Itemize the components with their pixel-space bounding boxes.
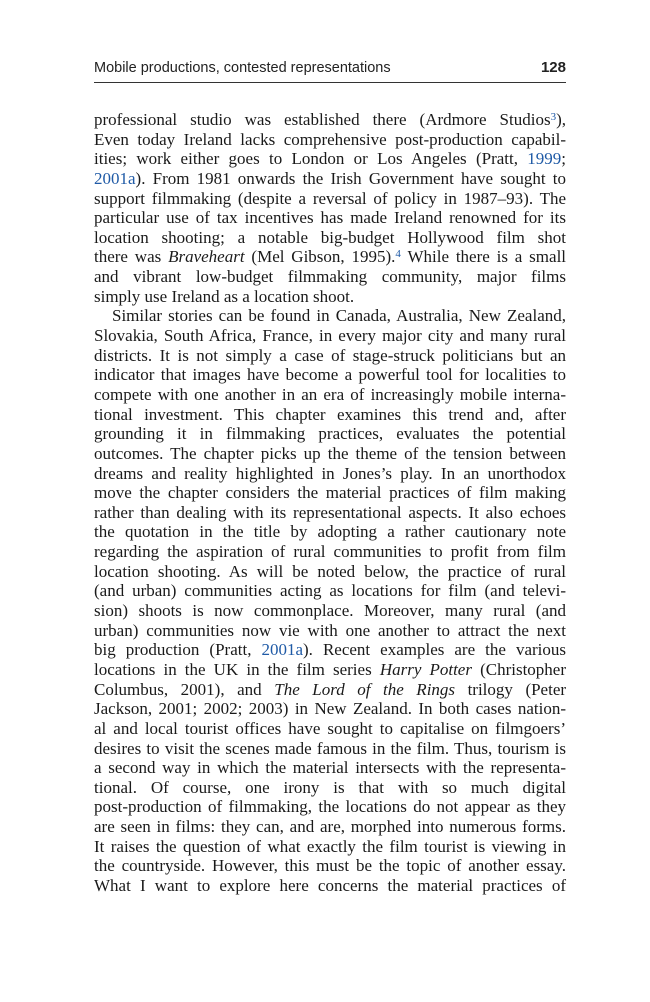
text-line: particular use of tax incentives has made Ireland renowned for its — [94, 208, 566, 228]
text-line: a second way in which the material intersects with the representa- — [94, 758, 566, 778]
text-line: grounding it in filmmaking practices, evaluates the potential — [94, 424, 566, 444]
text-line: districts. It is not simply a case of stage-struck politicians but an — [94, 345, 566, 365]
running-title: Mobile productions, contested representations — [94, 60, 391, 76]
text-line: What I want to explore here concerns the material practices of — [94, 875, 566, 895]
text-line: locations in the UK in the film series Harry Potter (Christopher — [94, 659, 567, 679]
text-line: big production (Pratt, 2001a). Recent examples are the various — [94, 640, 566, 660]
film-title-lord-of-the-rings: The Lord of the Rings — [274, 679, 456, 699]
text-line: move the chapter considers the material practices of film making — [94, 483, 566, 503]
text-line: the countryside. However, this must be the topic of another essay. — [94, 856, 566, 876]
text-line: the quotation in the title by adopting a rather cautionary note — [94, 522, 566, 542]
text-line: there was Braveheart (Mel Gibson, 1995).$^4$ While there is a small — [94, 247, 567, 267]
text-line: simply use Ireland as a location shoot. — [94, 286, 355, 306]
text-line: location shooting; a notable big-budget Hollywood film shot — [94, 227, 566, 247]
text-line: professional studio was established there (Ardmore Studios$^3$), — [94, 110, 566, 129]
film-title-braveheart: Braveheart — [168, 247, 245, 267]
text-line: are seen in films: they can, and are, morphed into numerous forms. — [94, 817, 566, 837]
citation-link-pratt-2001a-second[interactable]: 2001a — [261, 640, 304, 660]
text-line: indicator that images have become a powerful tool for localities to — [94, 365, 566, 385]
text-line: rather than dealing with its representational aspects. It also echoes — [94, 502, 566, 522]
text-line: al and local tourist offices have sought to capitalise on filmgoers’ — [94, 718, 566, 738]
text-line: and vibrant low-budget filmmaking community, major films — [94, 267, 566, 287]
text-line: It raises the question of what exactly the film tourist is viewing in — [94, 836, 566, 856]
text-line: Jackson, 2001; 2002; 2003) in New Zealand. In both cases nation- — [94, 699, 566, 719]
text-line: regarding the aspiration of rural communities to profit from film — [94, 542, 566, 562]
film-title-harry-potter: Harry Potter — [379, 659, 472, 679]
text-line: Even today Ireland lacks comprehensive post-production capabil- — [94, 129, 566, 149]
text-line: tional investment. This chapter examines this trend and, after — [94, 404, 566, 424]
footnote-ref-4[interactable]: 4 — [395, 248, 401, 261]
text-line: post-production of filmmaking, the locations do not appear as they — [94, 797, 566, 817]
citation-link-pratt-2001a[interactable]: 2001a — [94, 168, 136, 188]
text-line: desires to visit the scenes made famous in the film. Thus, tourism is — [94, 738, 566, 758]
text-line: ities; work either goes to London or Los Angeles (Pratt, 1999; — [94, 149, 566, 169]
footnote-ref-3[interactable]: 3 — [550, 111, 557, 123]
citation-link-pratt-1999[interactable]: 1999 — [527, 149, 562, 169]
text-line: outcomes. The chapter picks up the theme of the tension between — [94, 443, 566, 463]
text-line: 2001a). From 1981 onwards the Irish Government have sought to — [94, 168, 566, 188]
running-header — [94, 58, 566, 83]
text-line: urban) communities now vie with one another to attract the next — [94, 620, 566, 640]
text-line: Slovakia, South Africa, France, in every major city and many rural — [94, 326, 566, 346]
text-line: tional. Of course, one irony is that with so much digital — [94, 777, 566, 797]
text-line: location shooting. As will be noted below, the practice of rural — [94, 561, 566, 581]
text-line: Columbus, 2001), and The Lord of the Rings trilogy (Peter — [94, 679, 567, 699]
text-line: dreams and reality highlighted in Jones’s play. In an unorthodox — [94, 463, 566, 483]
body-text — [94, 110, 566, 896]
page-number: 128 — [540, 59, 566, 76]
text-line: (and urban) communities acting as locations for film (and televi- — [94, 581, 566, 601]
text-line: support filmmaking (despite a reversal of policy in 1987–93). The — [94, 188, 566, 208]
text-line: sion) shoots is now commonplace. Moreover, many rural (and — [94, 601, 566, 621]
text-line: compete with one another in an era of increasingly mobile interna- — [94, 384, 566, 404]
text-line: Similar stories can be found in Canada, Australia, New Zealand, — [112, 306, 566, 326]
